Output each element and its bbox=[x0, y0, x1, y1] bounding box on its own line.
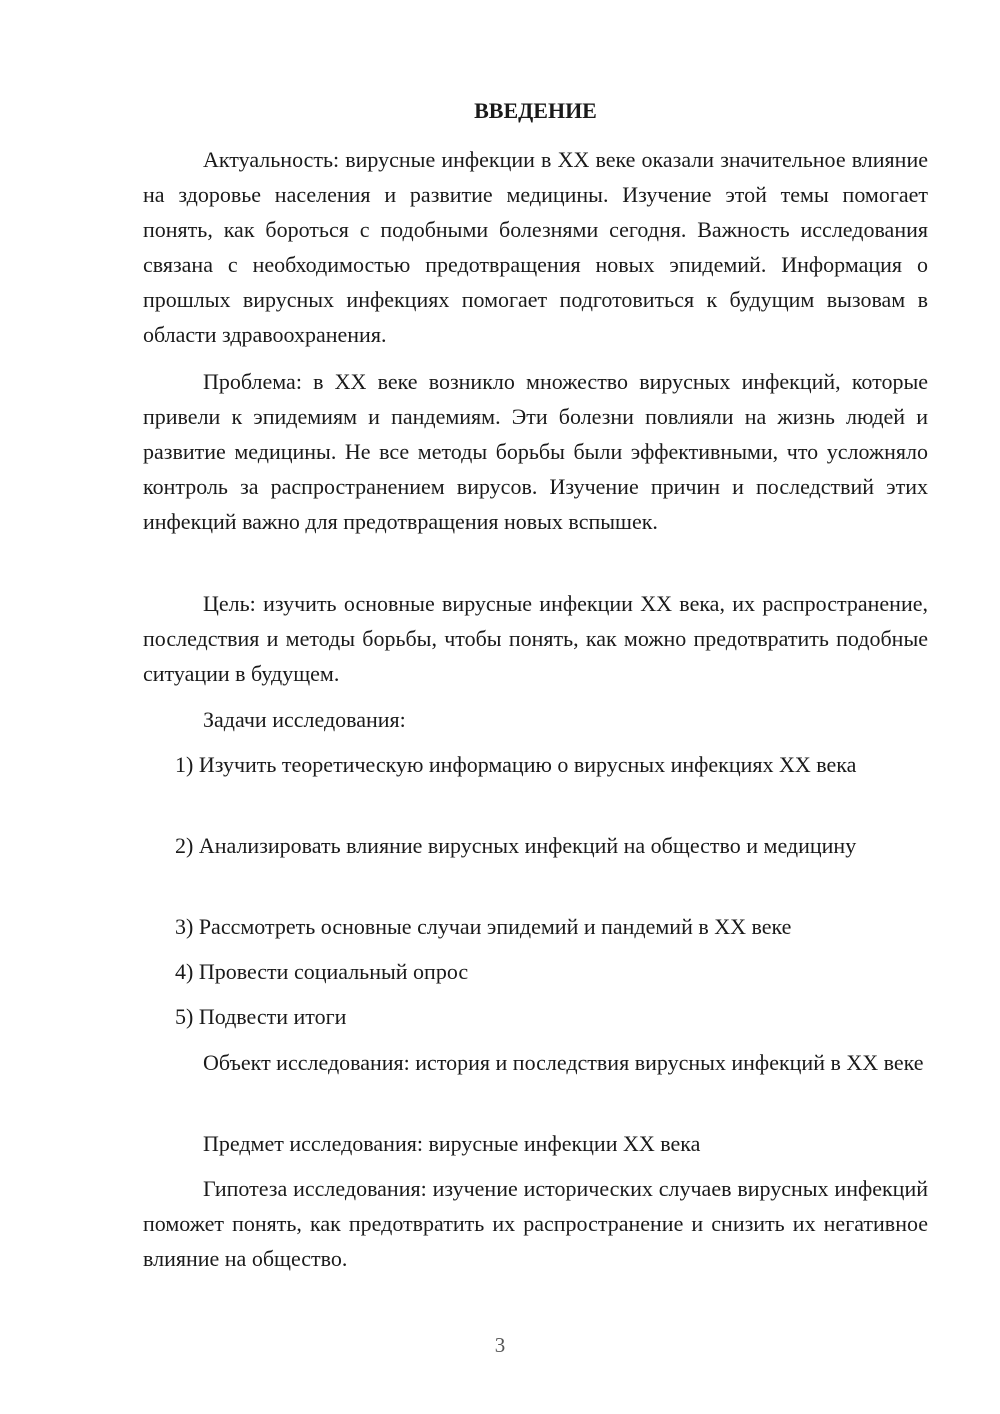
tasks-heading: Задачи исследования: bbox=[203, 707, 406, 732]
relevance-paragraph: Актуальность: вирусные инфекции в XX веке оказали значительное влияние на здоровье населения и развитие медицины. Изучение этой темы помогает понять, как бороться с подобными болезнями сегодня. Важность исследования связана с необходимостью предотвращения новых эпидемий. Информация о прошлых вирусных инфекциях помогает подготовиться к будущим вызовам в области здравоохранения. bbox=[143, 147, 928, 347]
object-paragraph: Объект исследования: история и последствия вирусных инфекций в XX веке bbox=[203, 1050, 924, 1075]
section-title: ВВЕДЕНИЕ bbox=[474, 98, 597, 123]
hypothesis-paragraph: Гипотеза исследования: изучение исторических случаев вирусных инфекций поможет понять, как предотвратить их распространение и снизить их негативное влияние на общество. bbox=[143, 1176, 928, 1271]
page-number: 3 bbox=[494, 1333, 506, 1357]
task-item: 5) Подвести итоги bbox=[175, 1004, 347, 1029]
problem-paragraph: Проблема: в XX веке возникло множество вирусных инфекций, которые привели к эпидемиям и пандемиям. Эти болезни повлияли на жизнь людей и развитие медицины. Не все методы борьбы были эффективными, что усложняло контроль за распространением вирусов. Изучение причин и последствий этих инфекций важно для предотвращения новых вспышек. bbox=[143, 369, 928, 534]
task-item: 4) Провести социальный опрос bbox=[175, 959, 469, 984]
task-item: 1) Изучить теоретическую информацию о вирусных инфекциях XX века bbox=[175, 752, 857, 777]
task-item: 3) Рассмотреть основные случаи эпидемий и пандемий в XX веке bbox=[175, 914, 792, 939]
subject-paragraph: Предмет исследования: вирусные инфекции XX века bbox=[203, 1131, 701, 1156]
task-item: 2) Анализировать влияние вирусных инфекций на общество и медицину bbox=[175, 833, 857, 858]
goal-paragraph: Цель: изучить основные вирусные инфекции XX века, их распространение, последствия и методы борьбы, чтобы понять, как можно предотвратить подобные ситуации в будущем. bbox=[143, 591, 928, 686]
